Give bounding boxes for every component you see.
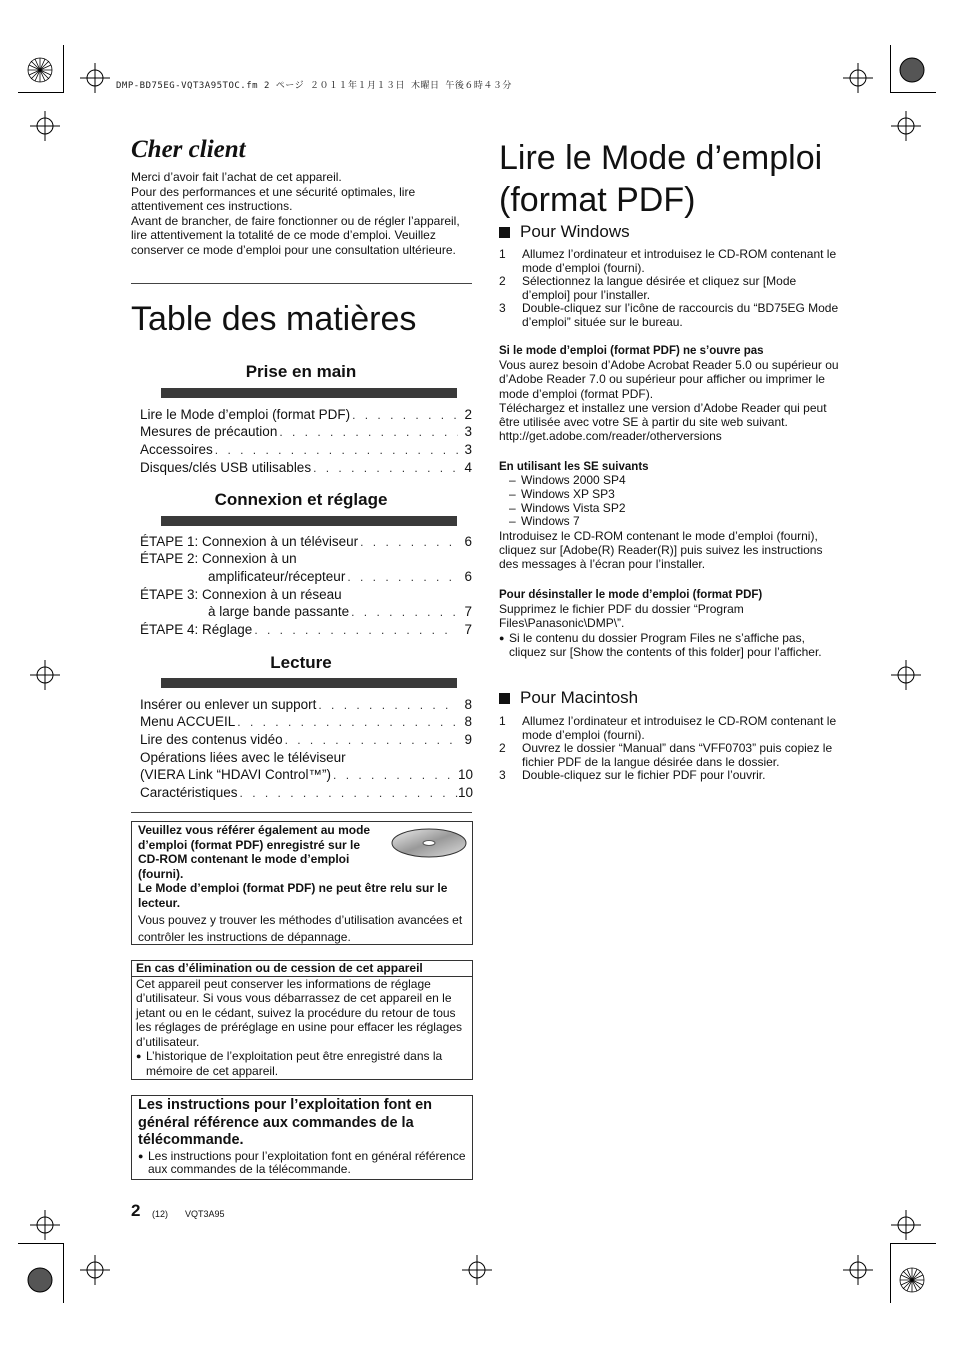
toc-entry[interactable]: Disques/clés USB utilisables . . . 4: [140, 457, 472, 475]
remote-title: Les instructions pour l’exploitation font en général référence aux commandes de la télécommande.: [138, 1097, 433, 1148]
remote-control-box: [131, 1095, 473, 1180]
step-item: 1 Allumez l’ordinateur et introduisez le CD-ROM contenant le mode d’emploi (fourni).: [499, 714, 837, 742]
section-bar: [161, 678, 457, 688]
os-block: [499, 460, 839, 572]
bullet-item: ● Les instructions pour l’exploitation font en général référence aux commandes de la télécommande.: [138, 1148, 466, 1176]
step-item: 1 Allumez l’ordinateur et introduisez le CD-ROM contenant le mode d’emploi (fourni).: [499, 247, 837, 275]
no-open-block: [499, 344, 839, 443]
section-bar: [161, 388, 457, 398]
toc-list: [140, 531, 472, 637]
toc-entry[interactable]: Menu ACCUEIL . . . 8: [140, 712, 472, 730]
step-item: 2 Sélectionnez la langue désirée et cliquez sur [Mode d’emploi] pour l’installer.: [499, 274, 797, 302]
toc-entry[interactable]: Lire des contenus vidéo . . . 9: [140, 729, 472, 747]
divider: [131, 283, 472, 284]
os-title: En utilisant les SE suivants: [499, 461, 649, 473]
document-code: VQT3A95: [185, 1209, 225, 1219]
no-open-title: Si le mode d’emploi (format PDF) ne s’ouvre pas: [499, 345, 764, 357]
note-bold-1: Veuillez vous référer également au mode d’emploi (format PDF) enregistré sur le CD-ROM contenant le mode d’emploi (fourni).: [138, 823, 371, 881]
toc-section-heading: Lecture: [270, 653, 332, 672]
toc-entry[interactable]: Caractéristiques . . . 10: [140, 782, 472, 800]
toc-list: [140, 694, 472, 800]
list-item: – Windows Vista SP2: [509, 500, 626, 515]
bullet-item: ● Si le contenu du dossier Program Files ne s’affiche pas, cliquez sur [Show the contents of this folder] pour l’afficher.: [499, 630, 822, 659]
mac-steps: [499, 715, 839, 783]
uninstall-title: Pour désinstaller le mode d’emploi (format PDF): [499, 589, 763, 601]
toc-entry[interactable]: Accessoires . . . 3: [140, 439, 472, 457]
note-text: Vous pouvez y trouver les méthodes d’utilisation avancées et contrôler les instructions de dépannage.: [138, 913, 463, 944]
divider: [131, 812, 472, 813]
square-bullet-icon: [499, 227, 510, 238]
square-bullet-icon: [499, 693, 510, 704]
greeting-line: Avant de brancher, de faire fonctionner ou de régler l’appareil, lire attentivement la totalité de ce mode d’emploi. Veuillez conserver ce mode d’emploi pour une consultation ultérieure.: [131, 213, 460, 257]
cdrom-note-box: [131, 821, 473, 945]
pdf-section-title: Lire le Mode d’emploi (format PDF): [499, 139, 823, 219]
toc-entry[interactable]: ÉTAPE 4: Réglage . . . 7: [140, 619, 472, 637]
toc-entry[interactable]: amplificateur/récepteur . . . 6: [140, 566, 472, 584]
download-text: Téléchargez et installez une version d’Adobe Reader qui peut être utilisée avec votre SE à partir du site web suivant.: [499, 400, 827, 430]
greeting-title: Cher client: [131, 136, 246, 163]
adobe-url-link[interactable]: http://get.adobe.com/reader/otherversions: [499, 429, 722, 444]
toc-entry[interactable]: Lire le Mode d’emploi (format PDF) . . . 2: [140, 404, 472, 422]
no-open-text: Vous aurez besoin d’Adobe Acrobat Reader 5.0 ou supérieur ou d’Adobe Reader 7.0 ou supérieur pour afficher ou imprimer le mode d’emploi (format PDF).: [499, 358, 839, 401]
os-install-text: Introduisez le CD-ROM contenant le mode d’emploi (fourni), cliquez sur [Adobe(R) Reader(R)] puis suivez les instructions des messages à l’écran pour l’installer.: [499, 529, 823, 572]
greeting-line: Merci d’avoir fait l’achat de cet appareil.: [131, 170, 342, 184]
toc-entry[interactable]: ÉTAPE 1: Connexion à un téléviseur . . . 6: [140, 531, 472, 549]
file-header: DMP-BD75EG-VQT3A95TOC.fm 2 ページ ２０１１年１月１３日 木曜日 午後６時４３分: [116, 81, 512, 91]
toc-entry[interactable]: Insérer ou enlever un support . . . 8: [140, 694, 472, 712]
os-list: [499, 474, 839, 529]
list-item: – Windows XP SP3: [509, 486, 615, 501]
toc-entry: ÉTAPE 2: Connexion à un: [140, 551, 297, 567]
toc-entry[interactable]: à large bande passante . . . 7: [140, 602, 472, 620]
sub-page-number: (12): [152, 1209, 169, 1219]
toc-entry: Opérations liées avec le téléviseur: [140, 749, 346, 765]
section-bar: [161, 516, 457, 526]
toc-section-heading: Connexion et réglage: [214, 490, 388, 509]
disposal-title: En cas d’élimination ou de cession de cet appareil: [136, 961, 423, 975]
toc-section-heading: Prise en main: [245, 362, 357, 381]
toc-list: [140, 404, 472, 475]
disposal-text: Cet appareil peut conserver les informations de réglage d’utilisateur. Si vous vous débarrassez de cet appareil en le jetant ou en le cédant, suivez la procédure du retour de tous les réglages de préréglage en usine pour effacer les réglages d’utilisateur.: [136, 976, 462, 1049]
greeting-line: Pour des performances et une sécurité optimales, lire attentivement ces instructions.: [131, 184, 416, 214]
bullet-item: ● L’historique de l’exploitation peut être enregistré dans la mémoire de cet appareil.: [136, 1049, 443, 1078]
uninstall-text: Supprimez le fichier PDF du dossier “Program Files\Panasonic\DMP\”.: [499, 602, 744, 631]
page-number: 2: [131, 1201, 141, 1220]
disposal-box: [131, 960, 473, 1080]
windows-heading: Pour Windows: [499, 222, 630, 242]
toc-title: Table des matières: [131, 300, 417, 338]
cd-rom-icon: [390, 825, 468, 861]
list-item: – Windows 2000 SP4: [509, 473, 626, 488]
toc-entry[interactable]: (VIERA Link “HDAVI Control™”) . . . 10: [140, 765, 472, 783]
uninstall-block: [499, 588, 839, 659]
toc-entry: ÉTAPE 3: Connexion à un réseau: [140, 586, 342, 602]
windows-steps: [499, 248, 839, 329]
mac-heading: Pour Macintosh: [499, 688, 638, 708]
step-item: 3 Double-cliquez sur le fichier PDF pour l’ouvrir.: [499, 768, 766, 783]
list-item: – Windows 7: [509, 514, 580, 529]
toc-entry[interactable]: Mesures de précaution . . . 3: [140, 422, 472, 440]
note-bold-2: Le Mode d’emploi (format PDF) ne peut être relu sur le lecteur.: [138, 881, 448, 910]
step-item: 2 Ouvrez le dossier “Manual” dans “VFF0703” puis copiez le fichier PDF de la langue désirée dans le dossier.: [499, 741, 833, 769]
step-item: 3 Double-cliquez sur l’icône de raccourcis du “BD75EG Mode d’emploi” située sur le bureau.: [499, 301, 839, 329]
greeting-body: [131, 170, 476, 258]
